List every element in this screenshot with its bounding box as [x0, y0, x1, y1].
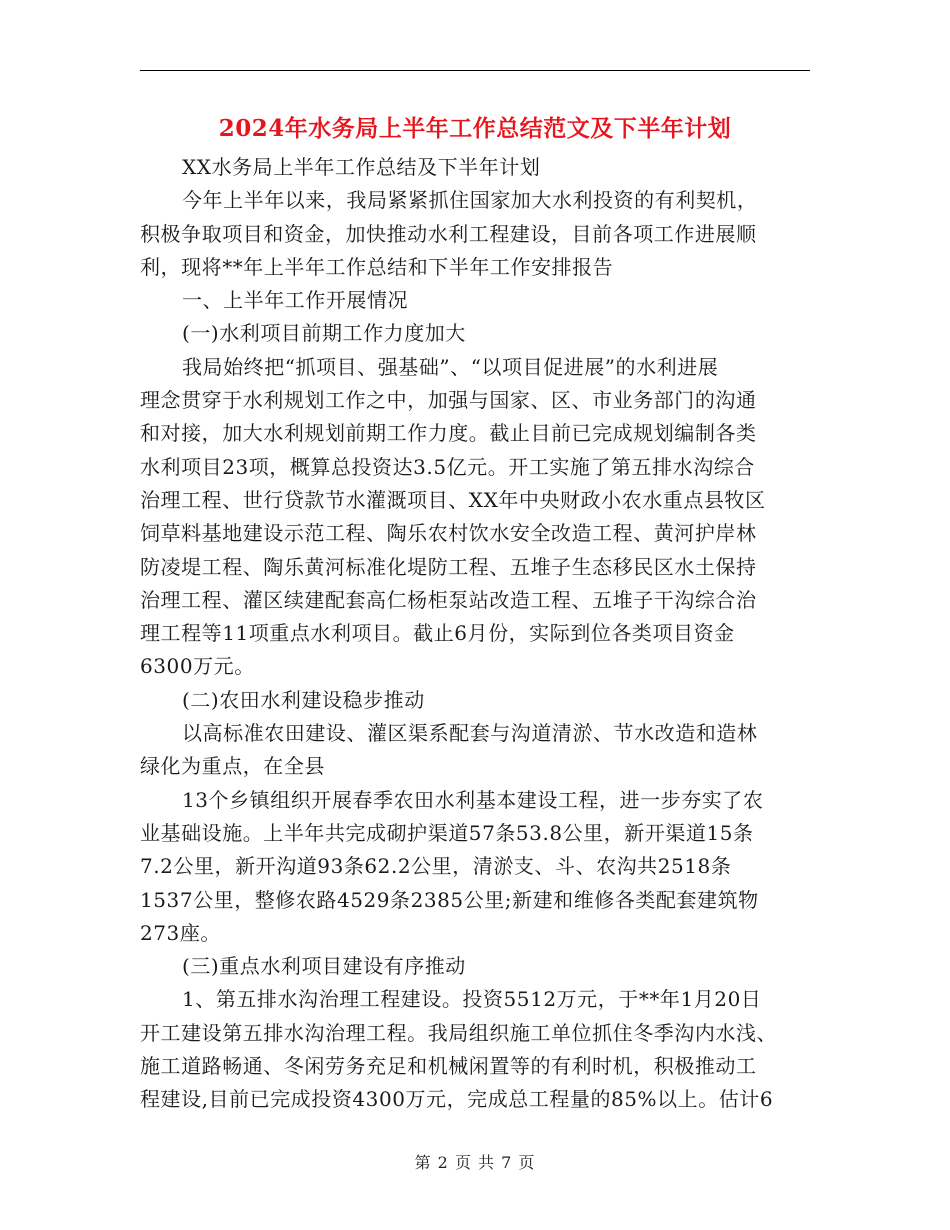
paragraph-line: 绿化为重点，在全县: [140, 754, 325, 779]
page-number: 第 2 页 共 7 页: [414, 1153, 536, 1172]
paragraph-line: 防凌堤工程、陶乐黄河标准化堤防工程、五堆子生态移民区水土保持: [140, 554, 757, 579]
document-title: 2024年水务局上半年工作总结范文及下半年计划: [218, 115, 732, 142]
paragraph-line: (三)重点水利项目建设有序推动: [182, 954, 466, 979]
document-body: [140, 151, 810, 1117]
paragraph-line: 水利项目23项，概算总投资达3.5亿元。开工实施了第五排水沟综合: [140, 454, 755, 479]
paragraph-line: 今年上半年以来，我局紧紧抓住国家加大水利投资的有利契机，: [182, 188, 758, 213]
paragraph-line: 以高标准农田建设、灌区渠系配套与沟道清淤、节水改造和造林: [182, 721, 758, 746]
header-rule: [140, 70, 810, 71]
paragraph-line: 业基础设施。上半年共完成砌护渠道57条53.8公里，新开渠道15条: [140, 820, 754, 845]
paragraph-line: 一、上半年工作开展情况: [182, 288, 409, 313]
paragraph-line: 1537公里，整修农路4529条2385公里;新建和维修各类配套建筑物: [140, 887, 759, 912]
paragraph-line: 理念贯穿于水利规划工作之中，加强与国家、区、市业务部门的沟通: [140, 388, 757, 413]
paragraph-line: (二)农田水利建设稳步推动: [182, 687, 425, 712]
paragraph-line: 程建设,目前已完成投资4300万元，完成总工程量的85%以上。估计6: [140, 1087, 774, 1112]
paragraph-line: 治理工程、世行贷款节水灌溉项目、XX年中央财政小农水重点县牧区: [140, 487, 766, 512]
paragraph-line: 积极争取项目和资金，加快推动水利工程建设，目前各项工作进展顺: [140, 221, 757, 246]
paragraph-line: 开工建设第五排水沟治理工程。我局组织施工单位抓住冬季沟内水浅、: [140, 1020, 778, 1045]
paragraph-line: 施工道路畅通、冬闲劳务充足和机械闲置等的有利时机，积极推动工: [140, 1054, 757, 1079]
paragraph-line: 饲草料基地建设示范工程、陶乐农村饮水安全改造工程、黄河护岸林: [140, 521, 757, 546]
paragraph-line: 1、第五排水沟治理工程建设。投资5512万元，于**年1月20日: [182, 987, 762, 1012]
paragraph-line: 理工程等11项重点水利项目。截止6月份，实际到位各类项目资金: [140, 621, 735, 646]
paragraph-line: XX水务局上半年工作总结及下半年计划: [182, 155, 541, 179]
paragraph-line: 13个乡镇组织开展春季农田水利基本建设工程，进一步夯实了农: [182, 787, 764, 812]
paragraph-line: 6300万元。: [140, 654, 255, 679]
paragraph-line: 治理工程、灌区续建配套高仁杨柜泵站改造工程、五堆子干沟综合治: [140, 587, 757, 612]
paragraph-line: 和对接，加大水利规划前期工作力度。截止目前已完成规划编制各类: [140, 421, 757, 446]
paragraph-line: 273座。: [140, 920, 221, 945]
paragraph-line: (一)水利项目前期工作力度加大: [182, 321, 466, 346]
paragraph-line: 我局始终把“抓项目、强基础”、“以项目促进展”的水利进展: [182, 354, 719, 379]
paragraph-line: 7.2公里，新开沟道93条62.2公里，清淤支、斗、农沟共2518条: [140, 854, 732, 879]
paragraph-line: 利，现将**年上半年工作总结和下半年工作安排报告: [140, 254, 614, 279]
